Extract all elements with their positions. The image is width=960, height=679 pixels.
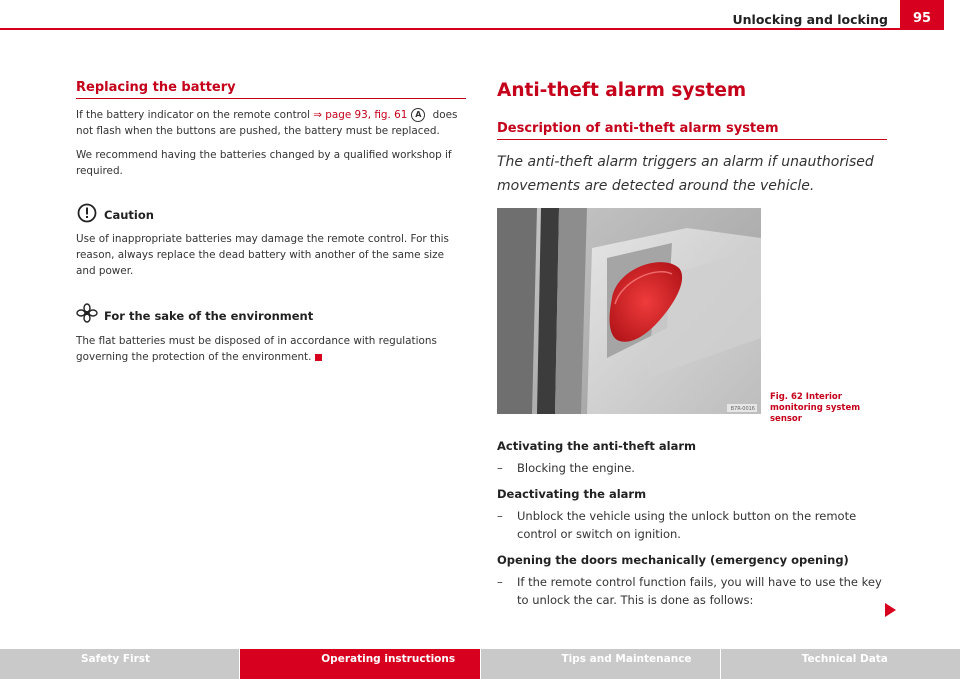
deactivating-heading: Deactivating the alarm [497, 487, 647, 501]
end-marker [315, 354, 322, 361]
page-number: 95 [900, 0, 944, 30]
environment-text [76, 333, 466, 365]
caution-header [76, 203, 466, 227]
section-heading-battery: Replacing the battery [76, 80, 466, 99]
list-item: – Blocking the engine. [497, 461, 635, 475]
tab-operating-instructions[interactable]: Operating instructions [239, 649, 479, 679]
environment-title: For the sake of the environment [104, 309, 314, 323]
reference-badge: A [411, 108, 425, 122]
page-reference-link[interactable]: ⇒ page 93, fig. 61 [313, 109, 408, 121]
subsection-heading-alarm: Description of anti-theft alarm system [497, 121, 887, 140]
left-column [76, 80, 466, 365]
figure-code: B7R-0016 [730, 406, 755, 412]
list-item: – If the remote control function fails, you will have to use the key to unlock the car. This is done as follows: [497, 573, 887, 609]
tab-safety-first[interactable]: Safety First [0, 649, 239, 679]
alarm-intro: The anti-theft alarm triggers an alarm if unauthorised movements are detected around the vehicle. [497, 154, 874, 194]
caution-text: Use of inappropriate batteries may damage the remote control. For this reason, always replace the dead battery with another of the same size and power. [76, 233, 449, 277]
tab-technical-data[interactable]: Technical Data [720, 649, 960, 679]
opening-heading: Opening the doors mechanically (emergency opening) [497, 553, 849, 567]
footer-nav [0, 649, 960, 679]
environment-text-body: The flat batteries must be disposed of in accordance with regulations governing the protection of the environment. [76, 335, 437, 363]
alarm-instructions [497, 439, 887, 609]
right-column [497, 80, 887, 198]
battery-paragraph-2: We recommend having the batteries changed by a qualified workshop if required. [76, 149, 452, 177]
environment-header [76, 303, 466, 329]
caution-icon [76, 203, 98, 227]
activating-text: Blocking the engine. [517, 461, 635, 475]
figure-caption: Fig. 62 Interior monitoring system sensor [770, 392, 861, 424]
activating-heading: Activating the anti-theft alarm [497, 439, 697, 453]
caution-title: Caution [104, 208, 154, 222]
battery-paragraph-1 [76, 107, 466, 139]
opening-text: If the remote control function fails, you will have to use the key to unlock the car. This is done as follows: [517, 575, 882, 607]
list-item: – Unblock the vehicle using the unlock button on the remote control or switch on ignition. [497, 507, 887, 543]
continue-arrow-icon [885, 603, 896, 617]
figure-sensor-photo [497, 208, 761, 414]
flower-icon [76, 303, 98, 329]
chapter-title: Unlocking and locking [732, 12, 888, 27]
battery-text-a: If the battery indicator on the remote control [76, 109, 314, 121]
header-rule [0, 28, 915, 30]
section-title-alarm: Anti-theft alarm system [497, 80, 747, 101]
tab-tips-and-maintenance[interactable]: Tips and Maintenance [480, 649, 720, 679]
battery-text-b: does not flash when the buttons are pushed, the battery must be replaced. [76, 109, 458, 137]
page-header [0, 0, 960, 30]
deactivating-text: Unblock the vehicle using the unlock button on the remote control or switch on ignition. [517, 509, 857, 541]
